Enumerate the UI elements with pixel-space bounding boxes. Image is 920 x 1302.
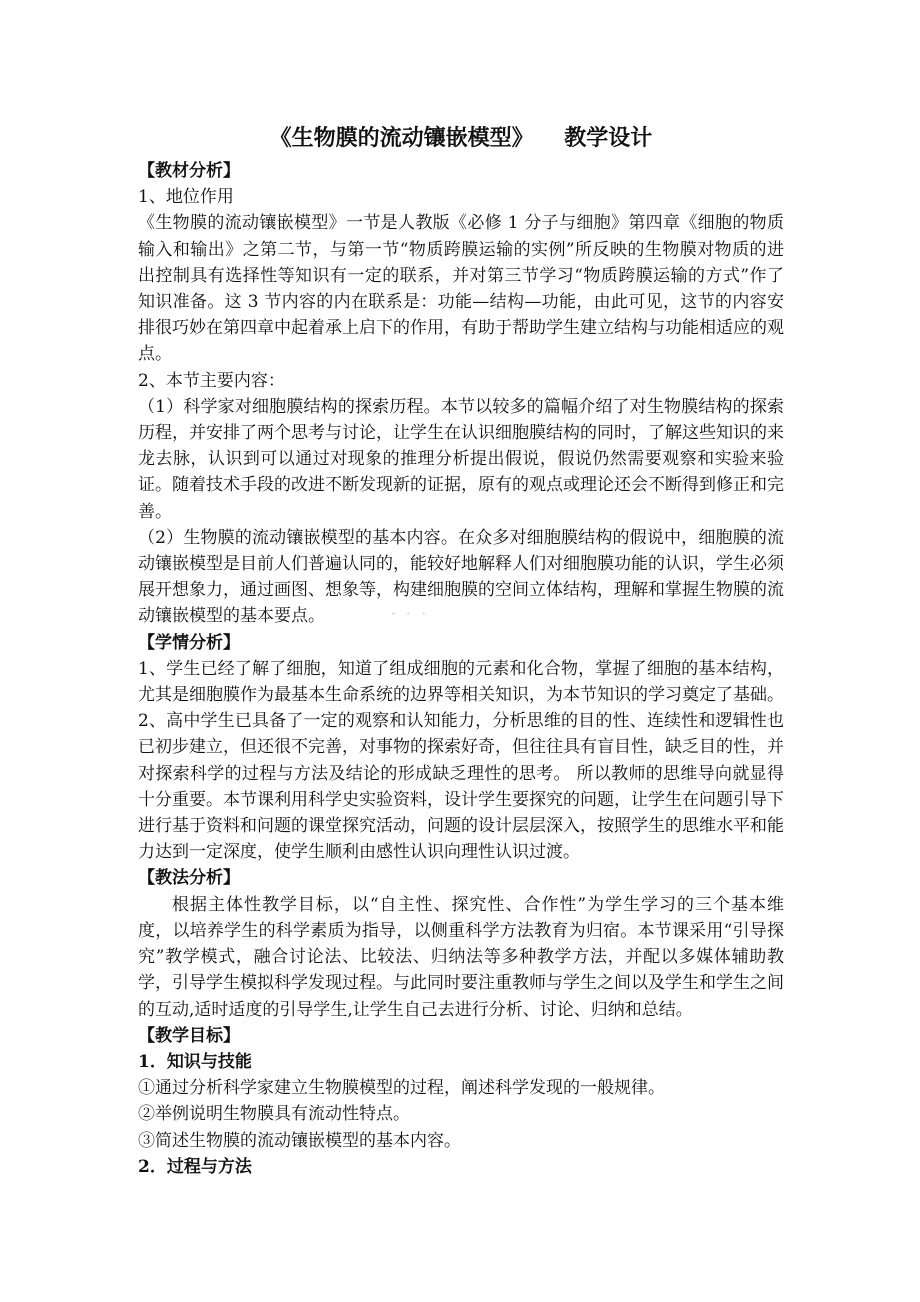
document-title: 《生物膜的流动镶嵌模型》 教学设计	[269, 125, 653, 151]
section-heading-students: 【学情分析】	[138, 632, 240, 653]
section-heading-methods: 【教法分析】	[138, 868, 240, 889]
subheading-role: 1、地位作用	[138, 187, 234, 208]
watermark-dot	[392, 612, 395, 615]
section-heading-textbook: 【教材分析】	[138, 161, 240, 181]
subheading-process-methods: 2．过程与方法	[138, 1156, 252, 1177]
watermark-dots	[392, 606, 532, 620]
paragraph-methods: 根据主体性教学目标，以“自主性、探究性、合作性”为学生学习的三个基本维度，以培养学生的科学素质为指导，以侧重科学方法教育为归宿。本节课采用“引导探究”教学模式，融合讨论法、比较法、归纳法等多种教学方法，并配以多媒体辅助教学，引导学生模拟科学发现过程。与此同时要注重教师与学生之间以及学生和学生之间的互动,适时适度的引导学生,让学生自己去进行分析、讨论、归纳和总结。	[138, 894, 784, 1020]
paragraph-role: 《生物膜的流动镶嵌模型》一节是人教版《必修 1 分子与细胞》第四章《细胞的物质输入和输出》之第二节，与第一节“物质跨膜运输的实例”所反映的生物膜对物质的进出控制具有选择性等知识有一定的联系，并对第三节学习“物质跨膜运输的方式”作了知识准备。这 3 节内容的内在联系是：功能—结构—功能，由此可见，这节的内容安排很巧妙在第四章中起着承上启下的作用，有助于帮助学生建立结构与功能相适应的观点。	[138, 213, 784, 365]
paragraph-students-1: 1、学生已经了解了细胞，知道了组成细胞的元素和化合物，掌握了细胞的基本结构，尤其是细胞膜作为最基本生命系统的边界等相关知识，为本节知识的学习奠定了基础。	[138, 658, 784, 706]
document-body	[138, 118, 784, 1180]
goal-item-1: ①通过分析科学家建立生物膜模型的过程，阐述科学发现的一般规律。	[138, 1078, 665, 1099]
watermark-dot	[422, 612, 425, 615]
paragraph-model: （2）生物膜的流动镶嵌模型的基本内容。在众多对细胞膜结构的假说中，细胞膜的流动镶嵌模型是目前人们普遍认同的，能较好地解释人们对细胞膜功能的认识，学生必须展开想象力，通过画图、想象等，构建细胞膜的空间立体结构，理解和掌握生物膜的流动镶嵌模型的基本要点。	[138, 527, 784, 627]
paragraph-history: （1）科学家对细胞膜结构的探索历程。本节以较多的篇幅介绍了对生物膜结构的探索历程，并安排了两个思考与讨论，让学生在认识细胞膜结构的同时，了解这些知识的来龙去脉，认识到可以通过对现象的推理分析提出假说，假说仍然需要观察和实验来验证。随着技术手段的改进不断发现新的证据，原有的观点或理论还会不断得到修正和完善。	[138, 396, 784, 522]
goal-item-3: ③简述生物膜的流动镶嵌模型的基本内容。	[138, 1130, 461, 1151]
subheading-main-content: 2、本节主要内容：	[138, 370, 285, 391]
section-heading-goals: 【教学目标】	[138, 1025, 240, 1046]
paragraph-students-2: 2、高中学生已具备了一定的观察和认知能力，分析思维的目的性、连续性和逻辑性也已初步建立，但还很不完善，对事物的探索好奇，但往往具有盲目性，缺乏目的性，并对探索科学的过程与方法及结论的形成缺乏理性的思考。 所以教师的思维导向就显得十分重要。本节课利用科学史实验资料，设计学生要探究的问题，让学生在问题引导下进行基于资料和问题的课堂探究活动，问题的设计层层深入，按照学生的思维水平和能力达到一定深度，使学生顺利由感性认识向理性认识过渡。	[138, 711, 784, 863]
watermark-dot	[407, 612, 410, 615]
goal-item-2: ②举例说明生物膜具有流动性特点。	[138, 1104, 410, 1125]
subheading-knowledge-skills: 1．知识与技能	[138, 1051, 252, 1072]
